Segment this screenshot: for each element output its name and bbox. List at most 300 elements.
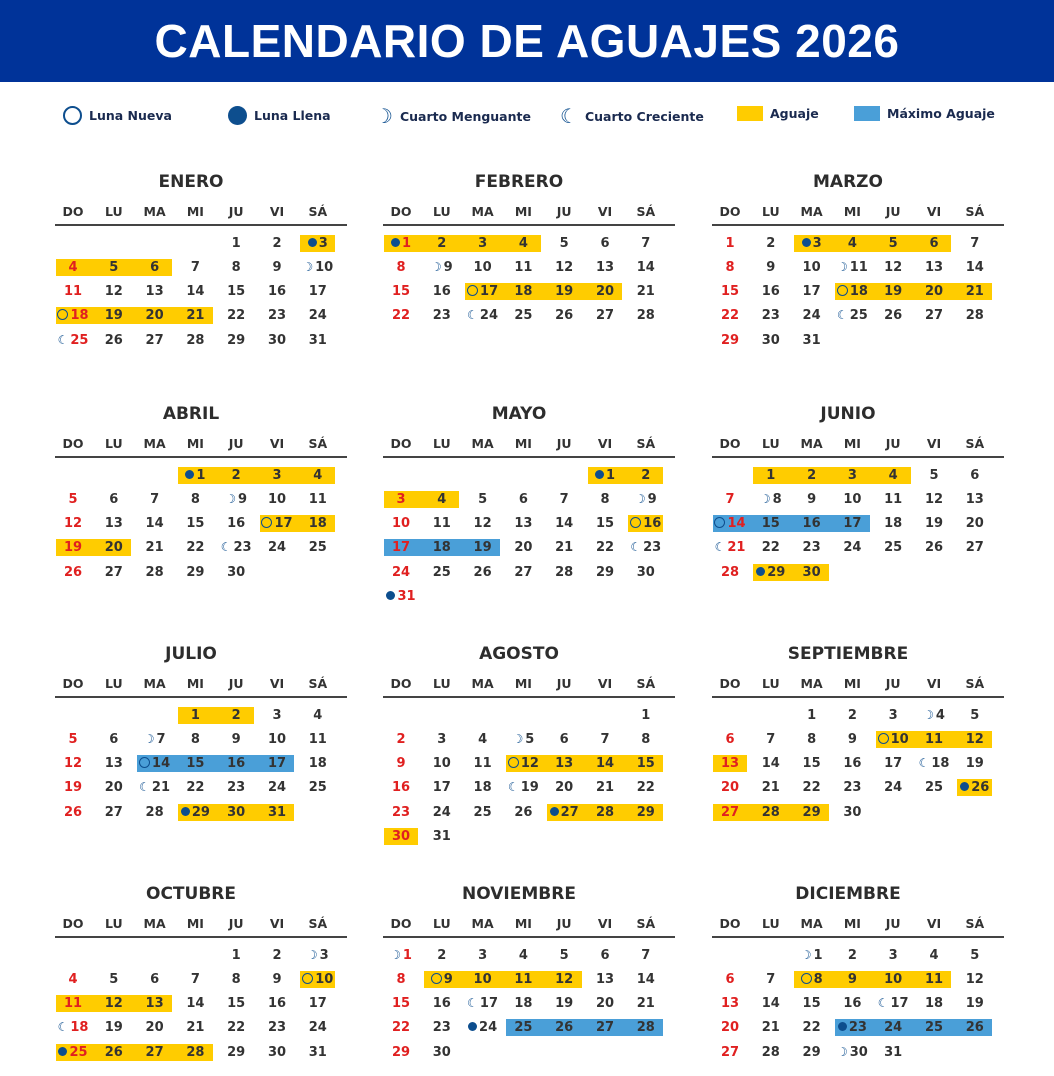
day-cell: 22: [391, 308, 411, 324]
header-divider: [712, 456, 1004, 458]
day-cell: 19: [555, 284, 574, 300]
header-divider: [712, 696, 1004, 698]
weekday-label: SÁ: [636, 676, 656, 691]
day-cell: 8: [600, 491, 610, 507]
day-cell: 12: [884, 259, 903, 275]
day-cell: 27: [104, 804, 123, 820]
day-cell: 18: [514, 284, 533, 300]
weekday-label: MA: [471, 204, 494, 219]
day-cell: 5: [68, 731, 78, 747]
weekday-label: DO: [390, 916, 412, 931]
day-cell: 3: [437, 731, 447, 747]
waxing-moon-icon: ☾: [467, 996, 478, 1011]
weekday-label: VI: [597, 436, 613, 451]
day-cell: 28: [965, 308, 984, 324]
day-cell: 18: [830, 283, 874, 300]
day-cell: 5: [888, 235, 898, 251]
day-cell: 27: [514, 564, 533, 580]
day-cell: 27: [542, 804, 586, 821]
weekday-label: JU: [556, 436, 572, 451]
weekday-label: DO: [719, 436, 741, 451]
day-cell: 8: [231, 971, 241, 987]
weekday-label: MI: [843, 916, 861, 931]
day-cell: 11: [432, 516, 451, 532]
day-cell: ☽ 5: [512, 731, 535, 747]
day-cell: 20: [145, 1020, 164, 1036]
day-cell: 31: [884, 1044, 903, 1060]
day-cell: 17: [802, 284, 821, 300]
day-cell: 18: [473, 780, 492, 796]
day-cell: 29: [227, 1044, 246, 1060]
day-cell: 22: [720, 308, 740, 324]
day-cell: 13: [720, 996, 740, 1012]
day-cell: 4: [518, 235, 528, 251]
day-cell: 20: [595, 996, 615, 1012]
weekday-label: SÁ: [308, 436, 328, 451]
day-cell: 11: [514, 971, 533, 987]
day-cell: 18: [51, 307, 95, 324]
weekday-label: SÁ: [308, 676, 328, 691]
month-julio: [55, 644, 347, 854]
day-cell: 21: [595, 780, 615, 796]
day-cell: 3: [478, 235, 488, 251]
day-cell: 15: [761, 516, 780, 532]
day-cell: ☾ 25: [836, 308, 868, 324]
day-cell: 28: [595, 804, 615, 820]
day-cell: 19: [104, 1020, 123, 1036]
day-cell: 17: [432, 780, 451, 796]
day-cell: 22: [227, 308, 246, 324]
legend-waxing-quarter: [560, 106, 704, 126]
maximo-swatch-icon: [854, 106, 880, 121]
waxing-moon-icon: ☾: [714, 540, 726, 555]
weekday-header: [383, 916, 675, 932]
weekday-label: DO: [62, 436, 84, 451]
month-name: JULIO: [165, 644, 217, 664]
month-name: MAYO: [491, 404, 547, 424]
day-cell: 28: [555, 564, 574, 580]
day-cell: 8: [190, 491, 200, 507]
day-cell: ☽ 9: [430, 259, 453, 275]
day-cell: ☽ 8: [759, 491, 782, 507]
day-cell: 31: [379, 588, 423, 605]
header-divider: [55, 696, 347, 698]
day-cell: 18: [308, 516, 327, 532]
day-cell: 3: [396, 491, 406, 507]
day-cell: ☾ 21: [714, 540, 746, 556]
day-cell: 5: [970, 947, 980, 963]
day-cell: 16: [227, 756, 246, 772]
day-cell: 24: [884, 780, 903, 796]
day-cell: 15: [720, 284, 740, 300]
day-cell: 5: [559, 947, 569, 963]
month-name: SEPTIEMBRE: [787, 644, 909, 664]
day-cell: 14: [636, 259, 655, 275]
day-cell: 24: [432, 804, 451, 820]
legend-new-moon: [63, 106, 172, 125]
day-cell: 14: [965, 259, 984, 275]
day-cell: 22: [391, 1020, 411, 1036]
day-cell: 11: [924, 971, 944, 987]
month-marzo: [712, 172, 1004, 382]
legend-aguaje: [737, 106, 819, 121]
weekday-label: SÁ: [636, 436, 656, 451]
day-cell: 15: [186, 516, 205, 532]
day-cell: 27: [965, 540, 984, 556]
day-cell: 5: [109, 971, 119, 987]
day-cell: 20: [555, 780, 574, 796]
day-cell: 24: [308, 308, 327, 324]
waxing-moon-icon: ☾: [220, 540, 232, 555]
day-cell: 17: [884, 756, 903, 772]
day-cell: 5: [559, 235, 569, 251]
day-cell: 15: [802, 996, 821, 1012]
weekday-label: VI: [597, 916, 613, 931]
day-cell: 16: [391, 780, 411, 796]
day-cell: 12: [501, 755, 545, 772]
day-cell: 4: [888, 467, 898, 483]
day-cell: 27: [145, 1044, 164, 1060]
waxing-moon-icon: ☾: [877, 996, 889, 1011]
weekday-label: VI: [597, 676, 613, 691]
weekday-label: JU: [228, 204, 244, 219]
day-cell: 13: [145, 284, 164, 300]
day-cell: 7: [970, 235, 980, 251]
day-cell: 25: [308, 540, 327, 556]
day-cell: ☾ 23: [220, 540, 252, 556]
legend-label: Luna Nueva: [89, 108, 172, 123]
day-cell: 3: [847, 467, 857, 483]
day-cell: ☾ 23: [630, 540, 662, 556]
day-cell: 26: [104, 1044, 123, 1060]
weekday-label: DO: [62, 204, 84, 219]
waning-moon-icon: ☽: [302, 259, 314, 274]
day-cell: 4: [68, 259, 78, 275]
new-moon-icon: [837, 285, 848, 296]
new-moon-icon: [302, 973, 313, 984]
day-cell: 20: [145, 308, 164, 324]
day-cell: 3: [272, 467, 282, 483]
waning-moon-icon: ☽: [430, 259, 442, 274]
day-cell: 12: [104, 996, 123, 1012]
weekday-label: DO: [62, 676, 84, 691]
page-title: CALENDARIO DE AGUAJES 2026: [0, 0, 1054, 82]
day-cell: 29: [749, 564, 793, 581]
day-cell: 2: [396, 731, 406, 747]
day-cell: 27: [720, 804, 740, 820]
weekday-label: MA: [471, 436, 494, 451]
day-cell: 19: [924, 516, 944, 532]
day-cell: 1: [379, 235, 423, 252]
weekday-label: VI: [269, 676, 285, 691]
new-moon-icon: [261, 517, 272, 528]
day-cell: 4: [68, 971, 78, 987]
day-cell: 15: [227, 996, 246, 1012]
day-cell: 17: [391, 540, 411, 556]
day-cell: 19: [555, 996, 574, 1012]
day-cell: ☽ 10: [302, 259, 334, 275]
day-cell: 11: [924, 731, 944, 747]
day-cell: 9: [847, 971, 857, 987]
weekday-label: MI: [514, 204, 532, 219]
day-cell: 22: [186, 540, 205, 556]
day-cell: 11: [308, 491, 327, 507]
weekday-label: MA: [471, 916, 494, 931]
weekday-header: [712, 676, 1004, 692]
day-cell: 7: [190, 259, 200, 275]
day-cell: 19: [63, 780, 83, 796]
day-cell: 14: [595, 756, 615, 772]
month-octubre: [55, 884, 347, 1076]
day-cell: 6: [725, 731, 735, 747]
day-cell: 8: [790, 971, 834, 988]
day-cell: 8: [231, 259, 241, 275]
day-cell: 25: [514, 1020, 533, 1036]
day-cell: 21: [636, 284, 655, 300]
day-cell: 28: [761, 804, 780, 820]
day-cell: 1: [583, 467, 627, 484]
day-cell: 30: [267, 332, 287, 348]
day-cell: 29: [391, 1044, 411, 1060]
full-moon-icon: [58, 1047, 67, 1056]
month-diciembre: [712, 884, 1004, 1076]
waxing-moon-icon: ☾: [57, 332, 69, 347]
legend-label: Aguaje: [770, 106, 819, 121]
new-moon-icon: [878, 733, 889, 744]
day-cell: 23: [267, 308, 287, 324]
waning-moon-icon: ☽: [923, 707, 934, 722]
weekday-label: LU: [104, 436, 123, 451]
month-name: FEBRERO: [474, 172, 564, 192]
day-cell: 31: [802, 332, 821, 348]
day-cell: 9: [272, 259, 282, 275]
day-cell: 19: [63, 540, 83, 556]
day-cell: 26: [63, 564, 83, 580]
full-moon-icon: [181, 807, 190, 816]
day-cell: 19: [965, 756, 984, 772]
day-cell: 12: [555, 971, 574, 987]
day-cell: 24: [884, 1020, 903, 1036]
day-cell: 19: [965, 996, 984, 1012]
header-divider: [383, 224, 675, 226]
day-cell: 20: [104, 540, 123, 556]
waning-moon-icon: ☽: [390, 947, 401, 962]
day-cell: 4: [847, 235, 857, 251]
day-cell: 30: [843, 804, 862, 820]
new-moon-icon: [714, 517, 725, 528]
day-cell: 15: [227, 284, 246, 300]
new-moon-icon: [139, 757, 150, 768]
day-cell: 9: [272, 971, 282, 987]
day-cell: 1: [641, 707, 651, 723]
legend-label: Cuarto Creciente: [584, 108, 704, 124]
day-cell: 29: [186, 564, 205, 580]
day-cell: ☽ 30: [836, 1044, 868, 1060]
day-cell: 8: [807, 731, 817, 747]
day-cell: 2: [766, 235, 776, 251]
day-cell: 13: [104, 516, 123, 532]
weekday-label: SÁ: [636, 916, 656, 931]
waxing-moon-icon: ☾: [560, 104, 578, 128]
new-moon-icon: [57, 309, 68, 320]
day-cell: 26: [63, 804, 83, 820]
day-cell: 27: [595, 1020, 615, 1036]
full-moon-icon: [185, 470, 194, 479]
day-cell: 27: [595, 308, 615, 324]
day-cell: 1: [190, 707, 200, 723]
day-cell: 22: [227, 1020, 246, 1036]
day-cell: 16: [802, 516, 821, 532]
day-cell: 6: [559, 731, 569, 747]
day-cell: 14: [186, 996, 205, 1012]
weekday-label: LU: [104, 204, 123, 219]
weekday-label: JU: [228, 436, 244, 451]
day-cell: 5: [109, 259, 119, 275]
day-cell: 30: [227, 804, 246, 820]
day-cell: 30: [267, 1044, 287, 1060]
legend: [0, 106, 1054, 128]
full-moon-icon: [756, 567, 765, 576]
day-cell: 17: [255, 515, 299, 532]
day-cell: 29: [802, 804, 821, 820]
weekday-label: MI: [843, 676, 861, 691]
month-name: JUNIO: [820, 404, 876, 424]
day-cell: 13: [965, 491, 984, 507]
day-cell: ☽ 4: [923, 707, 945, 723]
day-cell: 3: [888, 707, 898, 723]
weekday-label: SÁ: [308, 204, 328, 219]
day-cell: 16: [761, 284, 780, 300]
waxing-moon-icon: ☾: [57, 1020, 69, 1035]
day-cell: 7: [150, 491, 160, 507]
waning-moon-icon: ☽: [634, 491, 646, 506]
month-febrero: [383, 172, 675, 382]
day-cell: 23: [391, 804, 411, 820]
weekday-label: JU: [885, 436, 901, 451]
weekday-label: LU: [432, 676, 451, 691]
weekday-label: MA: [471, 676, 494, 691]
waning-moon-icon: ☽: [143, 731, 155, 746]
day-cell: 3: [296, 235, 340, 252]
weekday-label: JU: [885, 676, 901, 691]
full-moon-icon: [391, 238, 400, 247]
day-cell: 21: [965, 284, 984, 300]
weekday-label: MA: [800, 676, 823, 691]
day-cell: 24: [267, 540, 287, 556]
day-cell: 6: [109, 731, 119, 747]
weekday-label: VI: [597, 204, 613, 219]
day-cell: 19: [473, 540, 492, 556]
day-cell: 1: [766, 467, 776, 483]
day-cell: 20: [924, 284, 944, 300]
day-cell: 29: [595, 564, 615, 580]
waning-moon-icon: ☽: [306, 947, 318, 962]
day-cell: 3: [790, 235, 834, 252]
day-cell: 6: [518, 491, 528, 507]
weekday-label: LU: [104, 676, 123, 691]
day-cell: 18: [432, 540, 451, 556]
weekday-label: MA: [800, 436, 823, 451]
header-divider: [383, 456, 675, 458]
aguaje-swatch-icon: [737, 106, 763, 121]
day-cell: 8: [396, 259, 406, 275]
day-cell: 15: [391, 284, 411, 300]
day-cell: 20: [514, 540, 533, 556]
day-cell: 13: [555, 756, 574, 772]
full-moon-icon: [386, 591, 395, 600]
day-cell: 10: [267, 491, 287, 507]
new-moon-icon: [508, 757, 519, 768]
weekday-label: VI: [269, 436, 285, 451]
legend-maximo-aguaje: [854, 106, 995, 121]
weekday-header: [55, 204, 347, 220]
waxing-moon-icon: ☾: [836, 308, 848, 323]
day-cell: 17: [843, 516, 862, 532]
day-cell: 11: [63, 284, 83, 300]
day-cell: 20: [720, 1020, 740, 1036]
day-cell: 21: [761, 1020, 780, 1036]
weekday-label: JU: [885, 916, 901, 931]
full-moon-icon: [468, 1022, 477, 1031]
waxing-moon-icon: ☾: [918, 756, 930, 771]
day-cell: 9: [420, 971, 464, 988]
weekday-label: SÁ: [636, 204, 656, 219]
day-cell: 21: [636, 996, 655, 1012]
weekday-label: MI: [514, 916, 532, 931]
day-cell: 10: [843, 491, 862, 507]
day-cell: 13: [514, 516, 533, 532]
day-cell: 14: [761, 756, 780, 772]
day-cell: 4: [437, 491, 447, 507]
day-cell: 8: [396, 971, 406, 987]
day-cell: 19: [104, 308, 123, 324]
day-cell: 31: [267, 804, 287, 820]
day-cell: 29: [636, 804, 655, 820]
legend-label: Máximo Aguaje: [887, 106, 995, 121]
full-moon-icon: [308, 238, 317, 247]
day-cell: 13: [595, 259, 615, 275]
weekday-header: [712, 436, 1004, 452]
day-cell: 9: [847, 731, 857, 747]
day-cell: 22: [186, 780, 205, 796]
day-cell: 5: [929, 467, 939, 483]
day-cell: 27: [924, 308, 944, 324]
day-cell: 14: [145, 516, 164, 532]
weekday-label: LU: [761, 204, 780, 219]
weekday-label: MA: [143, 916, 166, 931]
full-moon-icon: [802, 238, 811, 247]
weekday-label: VI: [269, 204, 285, 219]
header-divider: [55, 936, 347, 938]
month-enero: [55, 172, 347, 382]
day-cell: 17: [461, 283, 505, 300]
day-cell: 10: [884, 971, 903, 987]
day-cell: 6: [150, 259, 160, 275]
day-cell: 28: [761, 1044, 780, 1060]
day-cell: 21: [761, 780, 780, 796]
day-cell: 2: [641, 467, 651, 483]
day-cell: 8: [725, 259, 735, 275]
day-cell: 23: [843, 780, 862, 796]
day-cell: 25: [924, 1020, 944, 1036]
day-cell: 16: [843, 756, 862, 772]
day-cell: 4: [313, 707, 323, 723]
day-cell: 12: [555, 259, 574, 275]
day-cell: ☽ 11: [836, 259, 868, 275]
day-cell: 30: [432, 1044, 451, 1060]
day-cell: 11: [63, 996, 83, 1012]
weekday-label: VI: [926, 204, 942, 219]
